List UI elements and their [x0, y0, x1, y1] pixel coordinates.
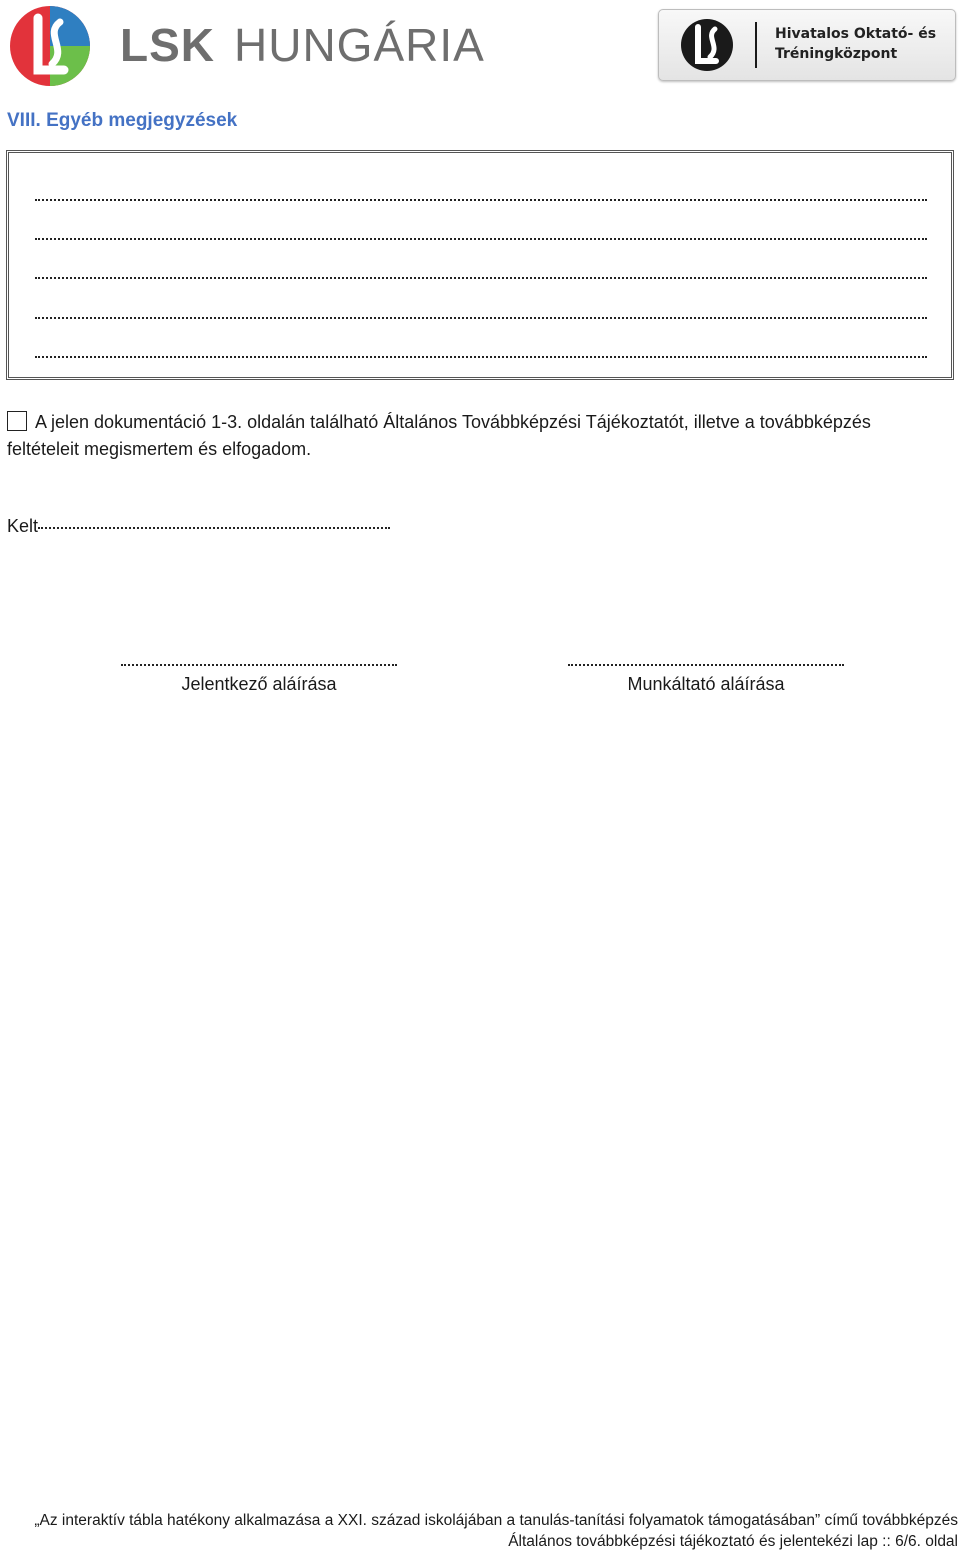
applicant-signature-label: Jelentkező aláírása	[181, 674, 337, 694]
applicant-signature-line[interactable]	[121, 664, 397, 666]
lsk-logo-mark-icon	[8, 4, 92, 88]
logo-text-lsk: LSK	[120, 19, 215, 71]
badge-title-line1: Hivatalos Oktató- és	[775, 26, 937, 42]
consent-text-line1: A jelen dokumentáció 1-3. oldalán található Általános Továbbképzési Tájékoztatót, illetve a továbbképzés	[35, 412, 871, 432]
notes-line[interactable]	[35, 356, 927, 358]
consent-line-1	[7, 409, 957, 436]
consent-checkbox[interactable]	[7, 411, 27, 431]
footer-page-info: Általános továbbképzési tájékoztató és jelentekézi lap :: 6/6. oldal	[508, 1533, 958, 1550]
employer-signature-line[interactable]	[568, 664, 844, 666]
badge-divider	[755, 22, 757, 68]
training-center-badge	[658, 9, 956, 81]
footer-course-title: „Az interaktív tábla hatékony alkalmazása a XXI. század iskolájában a tanulás-tanítási folyamatok támogatásában” című továbbképzés	[34, 1512, 958, 1529]
consent-text-line2: feltételeit megismertem és elfogadom.	[7, 439, 312, 459]
date-input-line[interactable]	[38, 527, 390, 529]
notes-line[interactable]	[35, 199, 927, 201]
date-label: Kelt	[7, 516, 39, 536]
notes-line[interactable]	[35, 238, 927, 240]
notes-line[interactable]	[35, 277, 927, 279]
notes-box[interactable]	[6, 150, 954, 380]
lsk-hungaria-logo	[8, 4, 488, 88]
employer-signature-label: Munkáltató aláírása	[627, 674, 785, 694]
consent-statement	[7, 409, 957, 463]
lsk-badge-mark-icon	[679, 17, 737, 73]
date-field	[7, 516, 390, 537]
logo-text-hungaria: HUNGÁRIA	[234, 19, 485, 71]
badge-title-line2: Tréningközpont	[775, 46, 898, 62]
notes-line[interactable]	[35, 317, 927, 319]
section-title: VIII. Egyéb megjegyzések	[7, 110, 238, 131]
